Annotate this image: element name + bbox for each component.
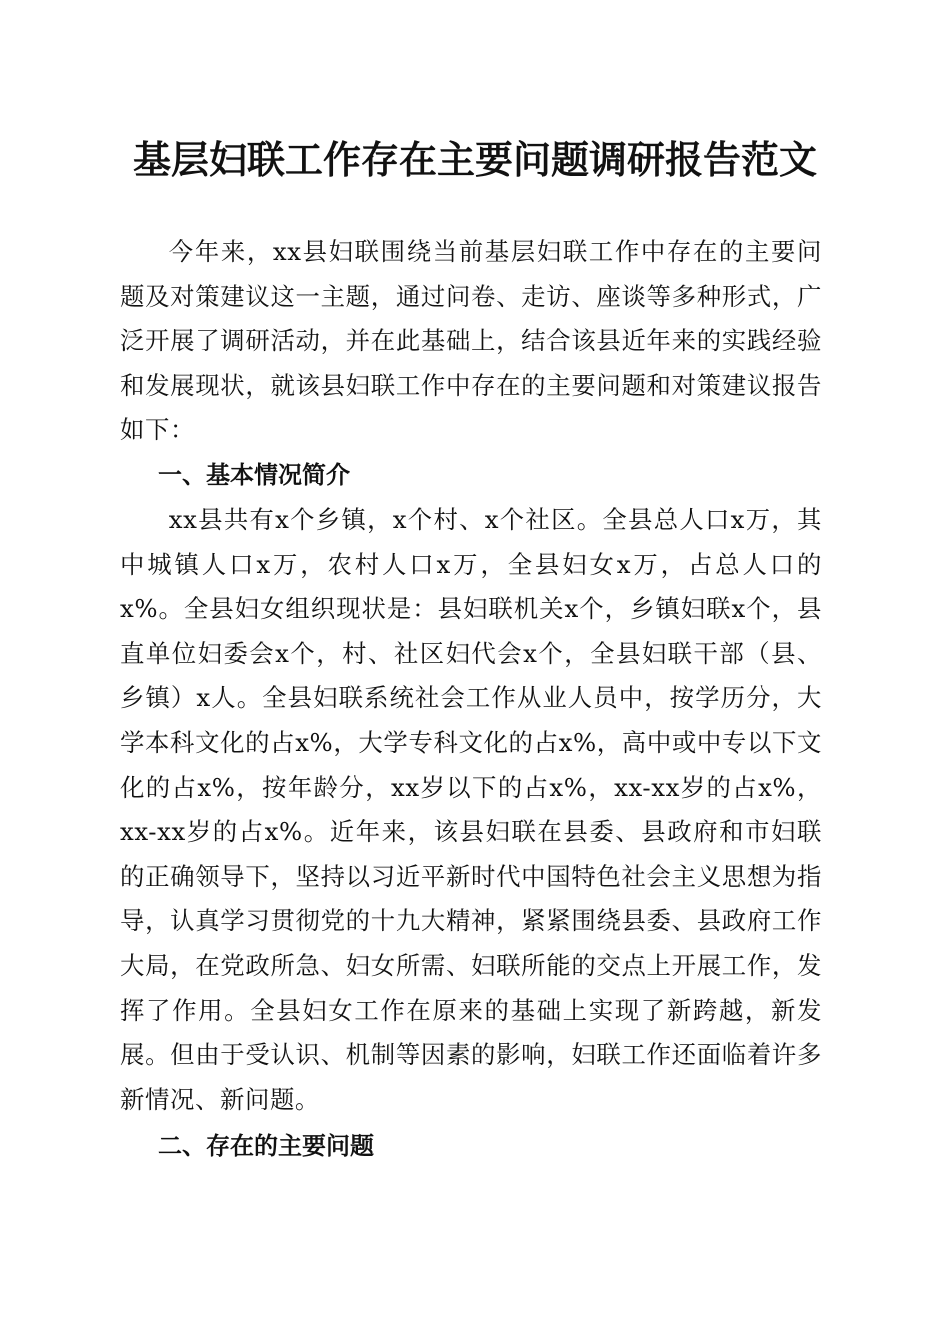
document-title: 基层妇联工作存在主要问题调研报告范文 bbox=[132, 137, 817, 182]
intro-paragraph: 今年来，xx县妇联围绕当前基层妇联工作中存在的主要问题及对策建议这一主题，通过问卷、走访、座谈等多种形式，广泛开展了调研活动，并在此基础上，结合该县近年来的实践经验和发展现状，就该县妇联工作中存在的主要问题和对策建议报告如下： bbox=[120, 237, 822, 445]
basic-situation-paragraph: xx县共有x个乡镇，x个村、x个社区。全县总人口x万，其中城镇人口x万，农村人口x万，全县妇女x万，占总人口的x%。全县妇女组织现状是：县妇联机关x个，乡镇妇联x个，县直单位妇委会x个，村、社区妇代会x个，全县妇联干部（县、乡镇）x人。全县妇联系统社会工作从业人员中，按学历分，大学本科文化的占x%，大学专科文化的占x%，高中或中专以下文化的占x%，按年龄分，xx岁以下的占x%，xx-xx岁的占x%，xx-xx岁的占x%。近年来，该县妇联在县委、县政府和市妇联的正确领导下，坚持以习近平新时代中国特色社会主义思想为指导，认真学习贯彻党的十九大精神，紧紧围绕县委、县政府工作大局，在党政所急、妇女所需、妇联所能的交点上开展工作，发挥了作用。全县妇女工作在原来的基础上实现了新跨越，新发展。但由于受认识、机制等因素的影响，妇联工作还面临着许多新情况、新问题。 bbox=[120, 505, 822, 1114]
section-heading-main-problems: 二、存在的主要问题 bbox=[158, 1132, 374, 1160]
section-heading-basic-situation: 一、基本情况简介 bbox=[158, 461, 350, 489]
